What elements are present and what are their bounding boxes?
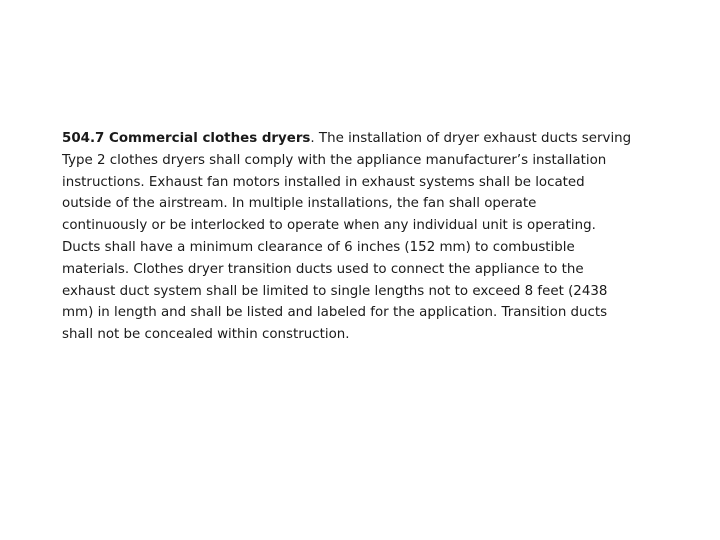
section-heading-punct: . — [310, 131, 315, 146]
text-line-1-body: The installation of dryer exhaust ducts serving — [314, 131, 632, 146]
text-line-6: Ducts shall have a minimum clearance of 6 inches (152 mm) to combustible — [62, 239, 575, 255]
text-line-2: Type 2 clothes dryers shall comply with the appliance manufacturer’s installation — [62, 152, 607, 168]
text-line-5: continuously or be interlocked to operate when any individual unit is operating. — [62, 218, 596, 234]
text-line-8: exhaust duct system shall be limited to single lengths not to exceed 8 feet (2438 — [62, 283, 608, 299]
text-line-7: materials. Clothes dryer transition ducts used to connect the appliance to the — [62, 261, 584, 277]
text-line-9: mm) in length and shall be listed and labeled for the application. Transition ducts — [62, 305, 608, 321]
text-line-3: instructions. Exhaust fan motors installed in exhaust systems shall be located — [62, 174, 585, 190]
section-heading: 504.7 Commercial clothes dryers — [62, 131, 311, 146]
text-line-1 — [62, 128, 662, 150]
code-section-text — [62, 128, 662, 346]
text-line-4: outside of the airstream. In multiple installations, the fan shall operate — [62, 196, 537, 212]
text-line-10: shall not be concealed within construction. — [62, 327, 350, 343]
